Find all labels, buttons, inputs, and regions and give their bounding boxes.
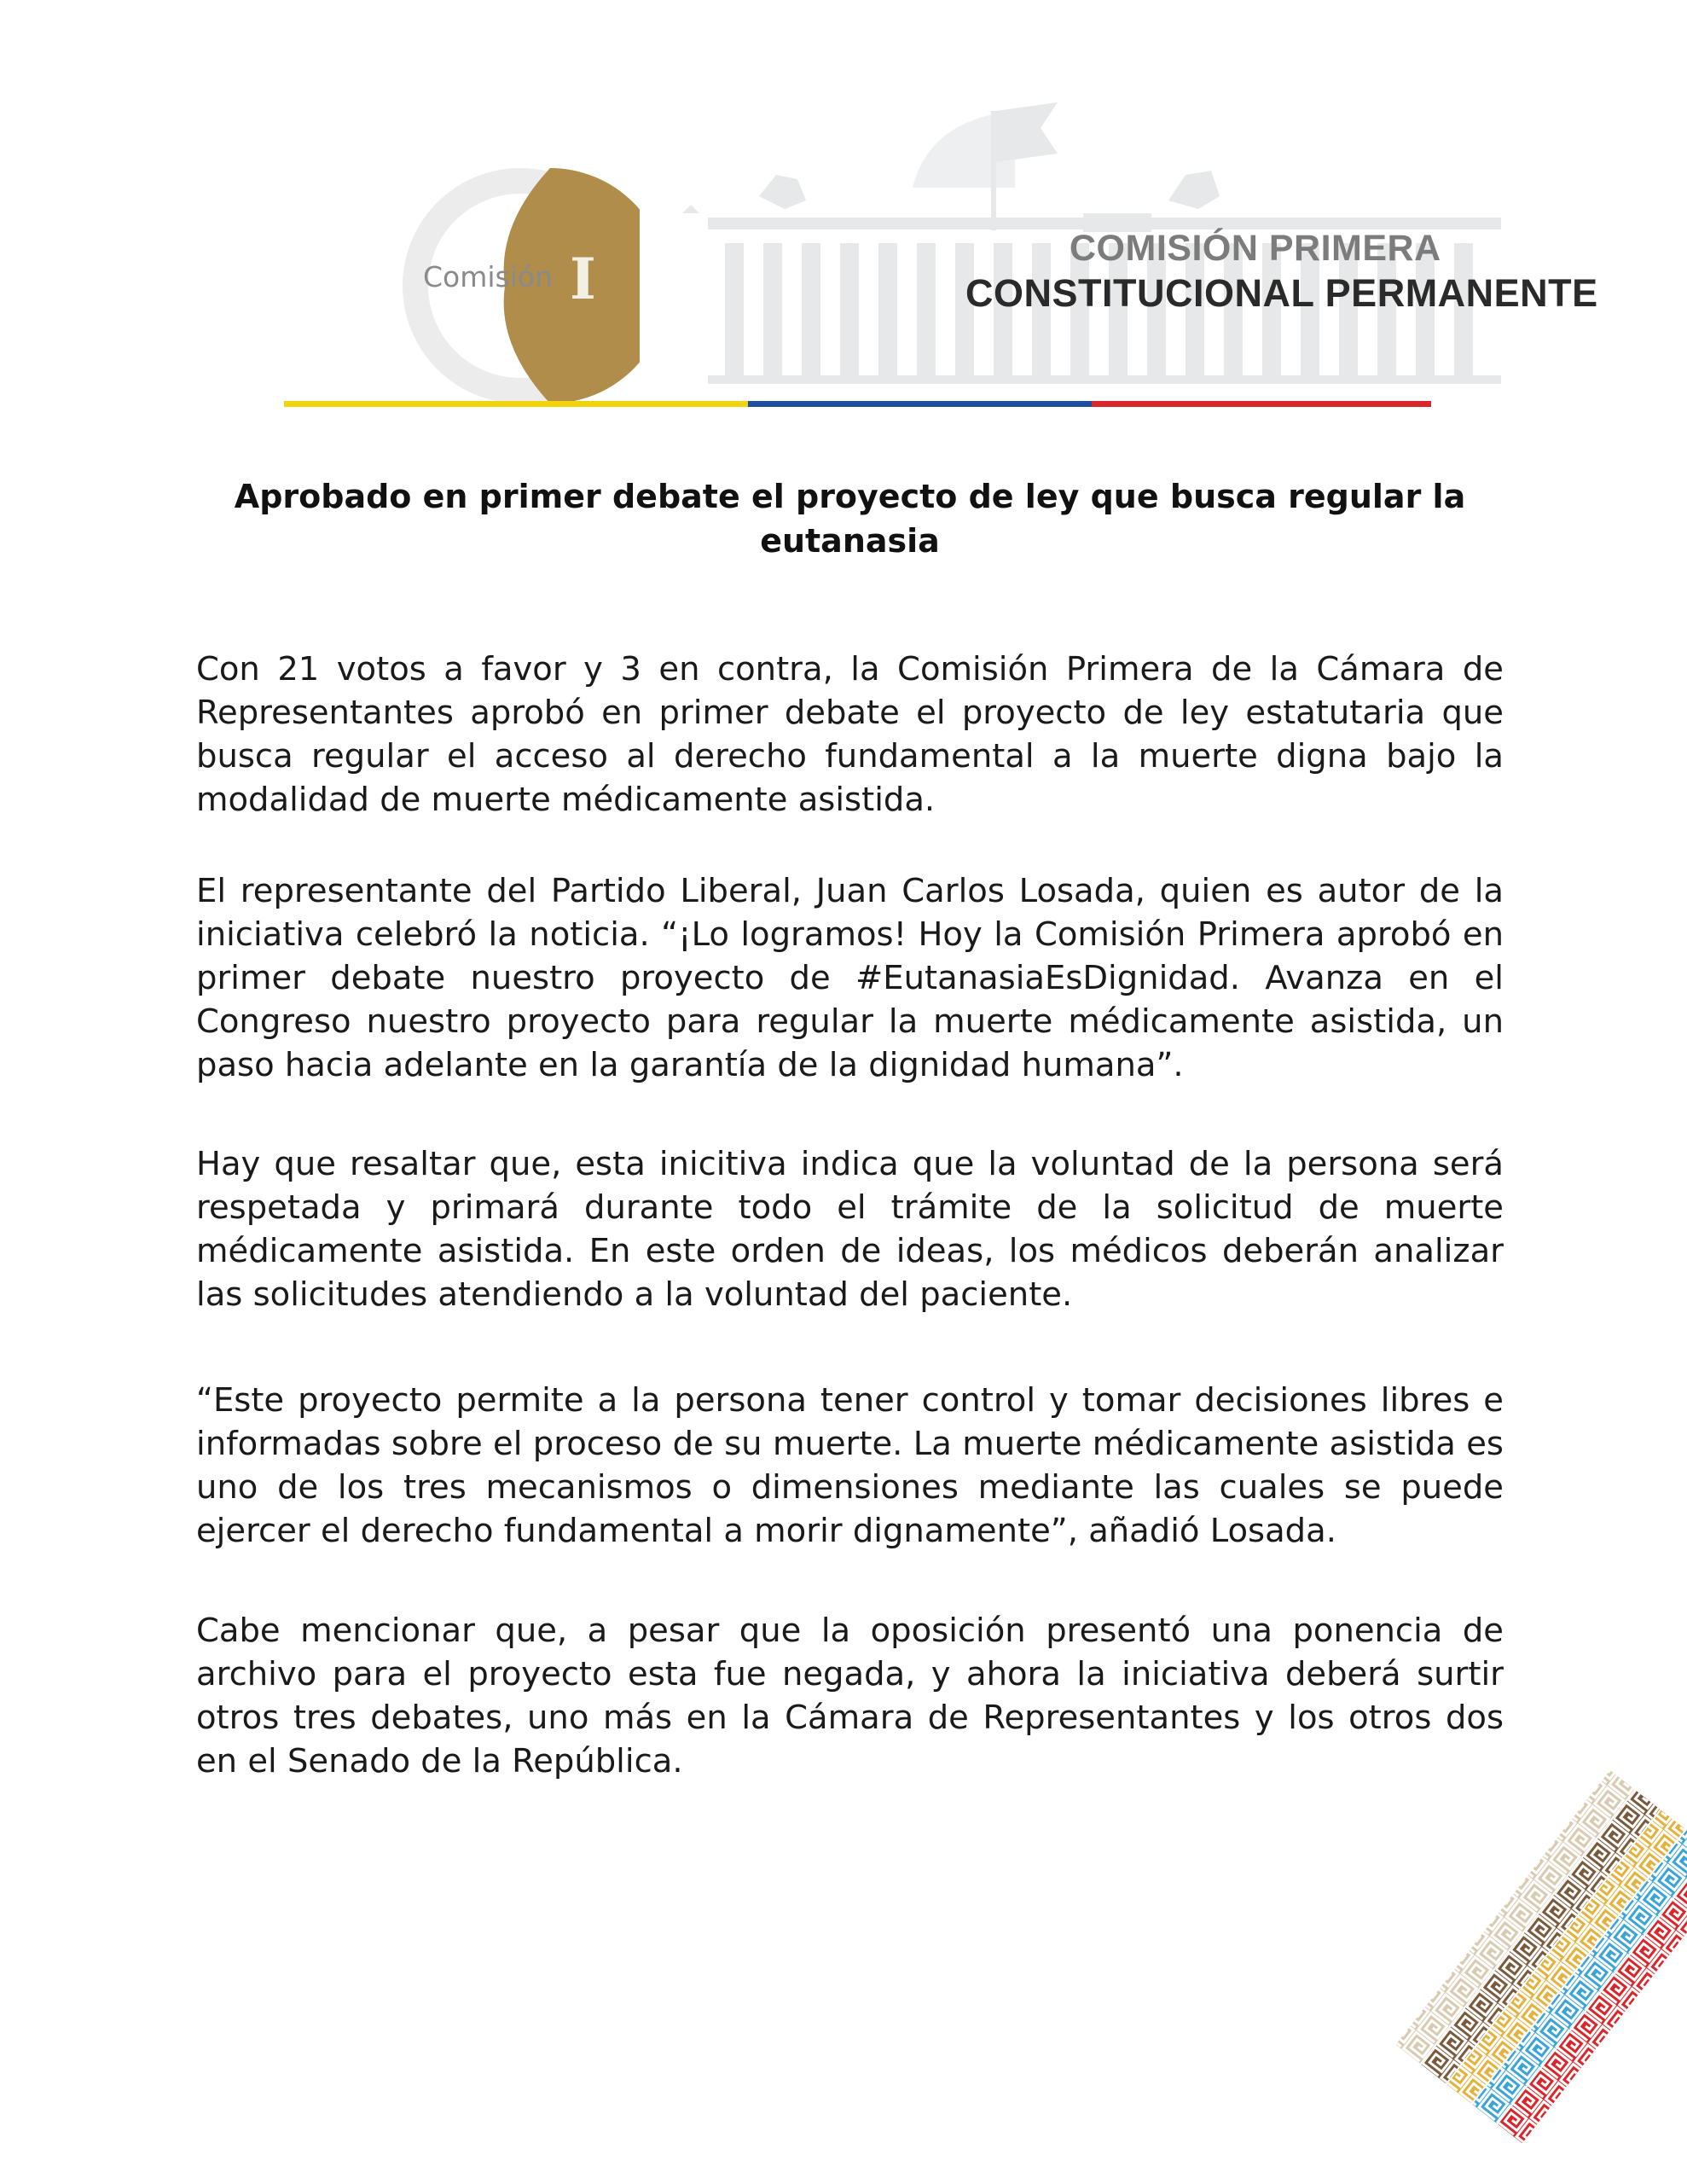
flag-red-segment	[1092, 401, 1431, 407]
indigenous-pattern-ornament	[1339, 1647, 1687, 2184]
article-headline: Aprobado en primer debate el proyecto de ley que busca regular la eutanasia	[234, 478, 1466, 560]
seal-numeral: I	[570, 246, 596, 312]
flag-yellow-segment	[284, 401, 748, 407]
letterhead	[281, 94, 1598, 418]
flag-blue-segment	[748, 401, 1092, 407]
article-paragraph-1: Con 21 votos a favor y 3 en contra, la Comisión Primera de la Cámara de Representantes aprobó en primer debate el proyecto de ley estatutaria que busca regular el acceso al derecho fundamental a la muerte digna bajo la modalidad de muerte médicamente asistida.	[196, 650, 1504, 819]
article-paragraph-2: El representante del Partido Liberal, Juan Carlos Losada, quien es autor de la iniciativa celebró la noticia. “¡Lo logramos! Hoy la Comisión Primera aprobó en primer debate nuestro proyecto de #EutanasiaEsDignidad. Avanza en el Congreso nuestro proyecto para regular la muerte médicamente asistida, un paso hacia adelante en la garantía de la dignidad humana”.	[196, 872, 1504, 1084]
organization-name-line2: CONSTITUCIONAL PERMANENTE	[965, 271, 1598, 315]
article-paragraph-4: “Este proyecto permite a la persona tener control y tomar decisiones libres e informadas sobre el proceso de su muerte. La muerte médicamente asistida es uno de los tres mecanismos o dimensiones mediante las cuales se puede ejercer el derecho fundamental a morir dignamente”, añadió Losada.	[196, 1381, 1504, 1550]
organization-name-line1: COMISIÓN PRIMERA	[1070, 228, 1441, 269]
seal-word: Comisión	[423, 260, 554, 293]
colombian-flag-divider	[284, 401, 1431, 407]
article-paragraph-3: Hay que resaltar que, esta inicitiva indica que la voluntad de la persona será respetada y primará durante todo el trámite de la solicitud de muerte médicamente asistida. En este orden de ideas, los médicos deberán analizar las solicitudes atendiendo a la voluntad del paciente.	[196, 1145, 1504, 1314]
article-paragraph-5: Cabe mencionar que, a pesar que la oposición presentó una ponencia de archivo para el proyecto esta fue negada, y ahora la iniciativa deberá surtir otros tres debates, uno más en la Cámara de Representantes y los otros dos en el Senado de la República.	[196, 1612, 1504, 1780]
